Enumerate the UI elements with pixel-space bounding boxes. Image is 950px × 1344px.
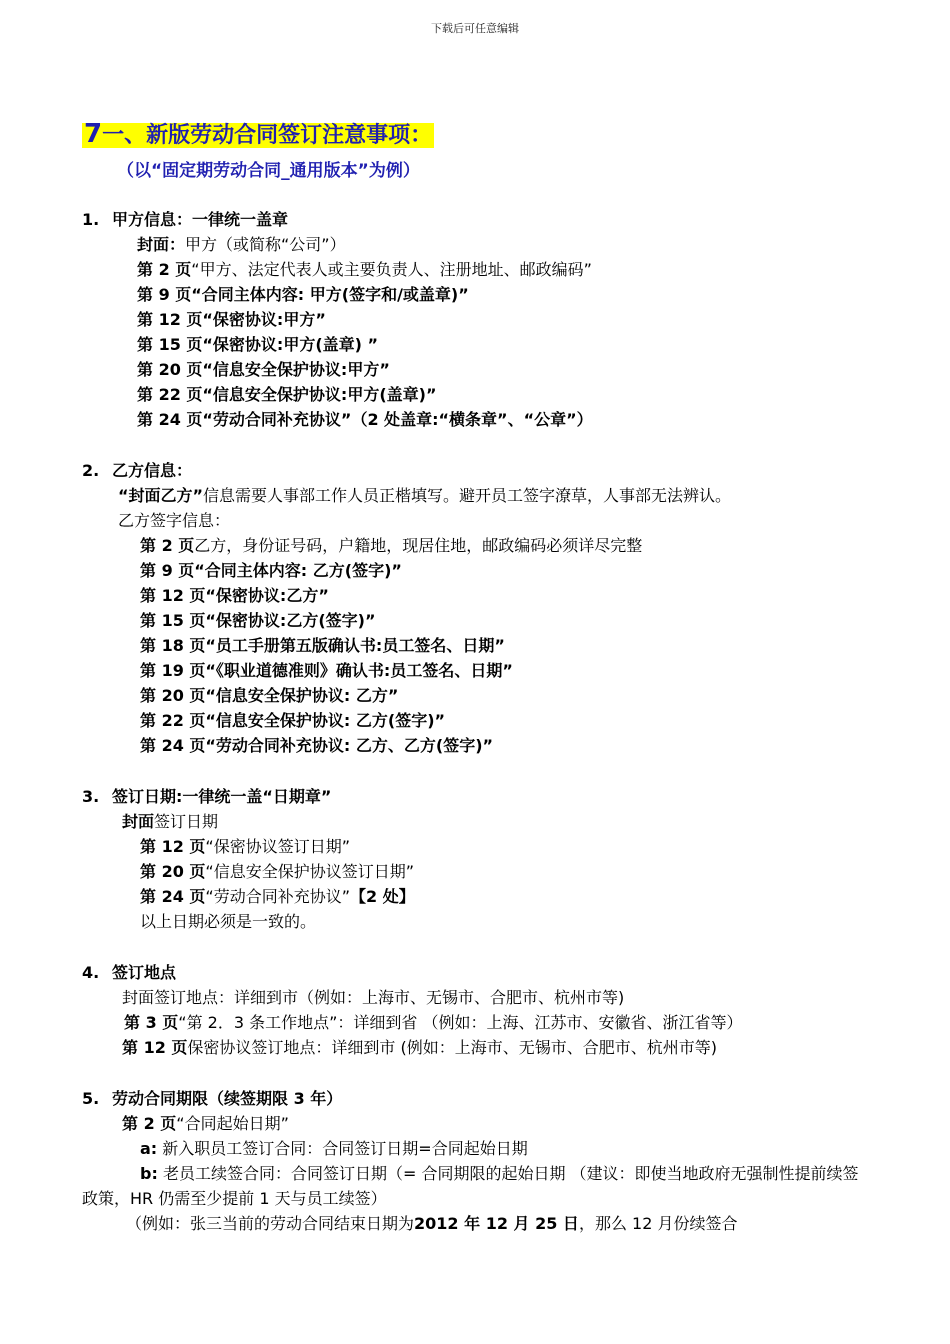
list-item: 以上日期必须是一致的。 bbox=[140, 912, 317, 931]
list-item: 乙方签字信息： bbox=[118, 511, 231, 530]
list-item: 封面：甲方（或简称“公司”） bbox=[137, 235, 346, 254]
list-item: 第 15 页“保密协议:乙方(签字)” bbox=[140, 611, 376, 630]
list-item: 第 12 页“保密协议:乙方” bbox=[140, 586, 329, 605]
document-title bbox=[82, 118, 434, 152]
section-party-a bbox=[82, 207, 872, 432]
list-item: 封面签订日期 bbox=[122, 812, 219, 831]
list-item: 第 22 页“信息安全保护协议:甲方(盖章)” bbox=[137, 385, 437, 404]
list-item: 封面签订地点：详细到市（例如：上海市、无锡市、合肥市、杭州市等) bbox=[122, 988, 625, 1007]
title-highlight bbox=[82, 119, 434, 149]
list-item: 第 20 页“信息安全保护协议:甲方” bbox=[137, 360, 390, 379]
title-text: 一、新版劳动合同签订注意事项： bbox=[102, 123, 433, 148]
list-item: 第 12 页“保密协议签订日期” bbox=[140, 837, 351, 856]
page-header: 下载后可任意编辑 bbox=[431, 22, 519, 35]
list-item: a: 新入职员工签订合同：合同签订日期=合同起始日期 bbox=[140, 1139, 528, 1158]
list-item: 第 2 页“甲方、法定代表人或主要负责人、注册地址、邮政编码” bbox=[137, 260, 592, 279]
list-item: 第 9 页“合同主体内容: 甲方(签字和/或盖章)” bbox=[137, 285, 469, 304]
list-item: 第 22 页“信息安全保护协议: 乙方(签字)” bbox=[140, 711, 446, 730]
list-item: 第 24 页“劳动合同补充协议”【2 处】 bbox=[140, 887, 415, 906]
section-heading: 3. 签订日期:一律统一盖“日期章” bbox=[82, 787, 332, 806]
list-item: 第 3 页“第 2．3 条工作地点”：详细到省 （例如：上海、江苏市、安徽省、浙江省等） bbox=[124, 1013, 743, 1032]
section-heading: 5. 劳动合同期限（续签期限 3 年） bbox=[82, 1089, 343, 1108]
list-item: 第 12 页保密协议签订地点：详细到市 (例如：上海市、无锡市、合肥市、杭州市等) bbox=[122, 1038, 717, 1057]
list-item: 第 2 页乙方，身份证号码，户籍地，现居住地，邮政编码必须详尽完整 bbox=[140, 536, 643, 555]
document-subtitle: （以“固定期劳动合同_通用版本”为例） bbox=[117, 161, 420, 181]
list-item: 第 18 页“员工手册第五版确认书:员工签名、日期” bbox=[140, 636, 505, 655]
list-item: 第 24 页“劳动合同补充协议”（2 处盖章:“横条章”、“公章”） bbox=[137, 410, 593, 429]
title-number: 7 bbox=[84, 119, 103, 149]
list-item: 第 2 页“合同起始日期” bbox=[122, 1114, 289, 1133]
list-item: 第 19 页“《职业道德准则》确认书:员工签名、日期” bbox=[140, 661, 513, 680]
list-item: b: 老员工续签合同：合同签订日期（= 合同期限的起始日期 （建议：即使当地政府无强制性提前续签政策，HR 仍需至少提前 1 天与员工续签） bbox=[82, 1164, 859, 1208]
section-party-b bbox=[82, 458, 872, 758]
document-body bbox=[82, 207, 872, 1262]
list-item: 第 20 页“信息安全保护协议: 乙方” bbox=[140, 686, 399, 705]
list-item: “封面乙方”信息需要人事部工作人员正楷填写。避开员工签字潦草，人事部无法辨认。 bbox=[118, 486, 732, 505]
section-sign-date bbox=[82, 784, 872, 934]
section-heading: 4. 签订地点 bbox=[82, 963, 177, 982]
section-sign-place bbox=[82, 960, 872, 1060]
section-heading: 1. 甲方信息：一律统一盖章 bbox=[82, 210, 289, 229]
list-item: 第 9 页“合同主体内容: 乙方(签字)” bbox=[140, 561, 402, 580]
section-contract-term bbox=[82, 1086, 872, 1236]
list-item: 第 12 页“保密协议:甲方” bbox=[137, 310, 326, 329]
list-item: 第 15 页“保密协议:甲方(盖章) ” bbox=[137, 335, 379, 354]
section-heading: 2. 乙方信息： bbox=[82, 461, 193, 480]
list-item: （例如：张三当前的劳动合同结束日期为2012 年 12 月 25 日，那么 12 月份续签合 bbox=[126, 1214, 738, 1233]
list-item: 第 20 页“信息安全保护协议签订日期” bbox=[140, 862, 415, 881]
list-item: 第 24 页“劳动合同补充协议: 乙方、乙方(签字)” bbox=[140, 736, 494, 755]
